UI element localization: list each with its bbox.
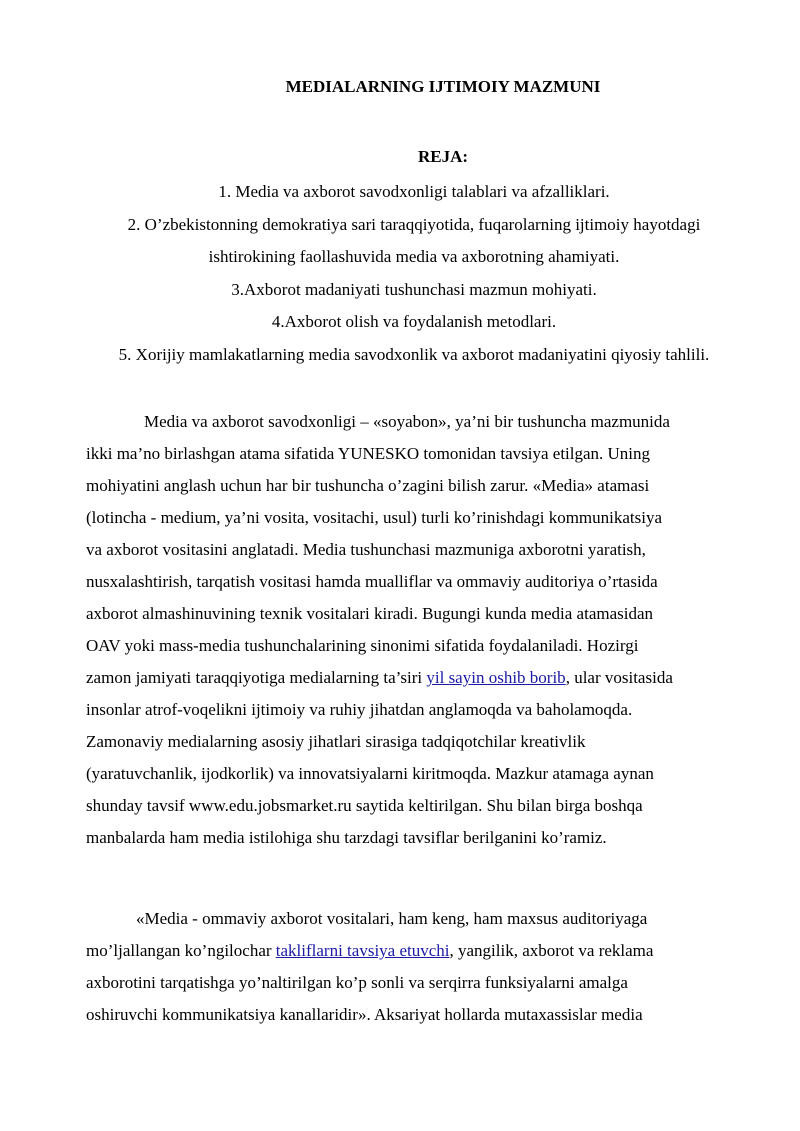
- paragraph-line: insonlar atrof-voqelikni ijtimoiy va ruhiy jihatdan anglamoqda va baholamoqda.: [86, 700, 633, 719]
- paragraph-line: (yaratuvchanlik, ijodkorlik) va innovatsiyalarni kiritmoqda. Mazkur atamaga aynan: [86, 764, 654, 783]
- paragraph-line: shunday tavsif www.edu.jobsmarket.ru saytida keltirilgan. Shu bilan birga boshqa: [86, 796, 643, 815]
- paragraph-line: nusxalashtirish, tarqatish vositasi hamda mualliflar va ommaviy auditoriya o’rtasida: [86, 572, 658, 591]
- hyperlink-yil-sayin[interactable]: yil sayin oshib borib: [426, 668, 566, 687]
- paragraph-line: Media va axborot savodxonligi – «soyabon», ya’ni bir tushuncha mazmunida: [144, 412, 670, 431]
- plan-heading: REJA:: [417, 147, 469, 166]
- paragraph-line: mohiyatini anglash uchun har bir tushuncha o’zagini bilish zarur. «Media» atamasi: [86, 476, 650, 495]
- link-line-prefix: zamon jamiyati taraqqiyotiga medialarning ta’siri: [86, 668, 427, 687]
- plan-item: 3.Axborot madaniyati tushunchasi mazmun mohiyati.: [231, 279, 597, 299]
- paragraph-line: va axborot vositasini anglatadi. Media tushunchasi mazmuniga axborotni yaratish,: [86, 540, 646, 559]
- link-line-suffix: , ular vositasida: [565, 668, 673, 687]
- body-paragraph-2: [86, 903, 746, 1031]
- paragraph-line: oshiruvchi kommunikatsiya kanallaridir». Aksariyat hollarda mutaxassislar media: [86, 1005, 643, 1024]
- paragraph-line-with-link: [86, 662, 746, 694]
- document-title: MEDIALARNING IJTIMOIY MAZMUNI: [285, 77, 601, 96]
- plan-list: [80, 176, 748, 371]
- plan-item: 5. Xorijiy mamlakatlarning media savodxonlik va axborot madaniyatini qiyosiy tahlili.: [118, 344, 710, 364]
- paragraph-line: (lotincha - medium, ya’ni vosita, vositachi, usul) turli ko’rinishdagi kommunikatsiya: [86, 508, 663, 527]
- paragraph-line: Zamonaviy medialarning asosiy jihatlari sirasiga tadqiqotchilar kreativlik: [86, 732, 586, 751]
- plan-item: ishtirokining faollashuvida media va axborotning ahamiyati.: [208, 247, 620, 266]
- paragraph-line: ikki ma’no birlashgan atama sifatida YUNESKO tomonidan tavsiya etilgan. Uning: [86, 444, 651, 463]
- link-line-prefix: mo’ljallangan ko’ngilochar: [86, 941, 276, 960]
- link-line-suffix: , yangilik, axborot va reklama: [449, 941, 654, 960]
- hyperlink-takliflarni[interactable]: takliflarni tavsiya etuvchi: [275, 941, 450, 960]
- body-paragraph-1: [86, 406, 746, 854]
- paragraph-line: axborot almashinuvining texnik vositalari kiradi. Bugungi kunda media atamasidan: [86, 604, 654, 623]
- plan-item: 1. Media va axborot savodxonligi talablari va afzalliklari.: [218, 182, 610, 201]
- plan-item: 2. O’zbekistonning demokratiya sari taraqqiyotida, fuqarolarning ijtimoiy hayotdagi: [127, 214, 701, 234]
- paragraph-line-with-link: [86, 935, 746, 967]
- paragraph-line: OAV yoki mass-media tushunchalarining sinonimi sifatida foydalaniladi. Hozirgi: [86, 636, 639, 655]
- paragraph-line: manbalarda ham media istilohiga shu tarzdagi tavsiflar berilganini ko’ramiz.: [86, 828, 607, 847]
- paragraph-line: «Media - ommaviy axborot vositalari, ham keng, ham maxsus auditoriyaga: [136, 909, 648, 928]
- paragraph-line: axborotini tarqatishga yo’naltirilgan ko’p sonli va serqirra funksiyalarni amalga: [86, 973, 628, 992]
- plan-item: 4.Axborot olish va foydalanish metodlari.: [271, 312, 557, 331]
